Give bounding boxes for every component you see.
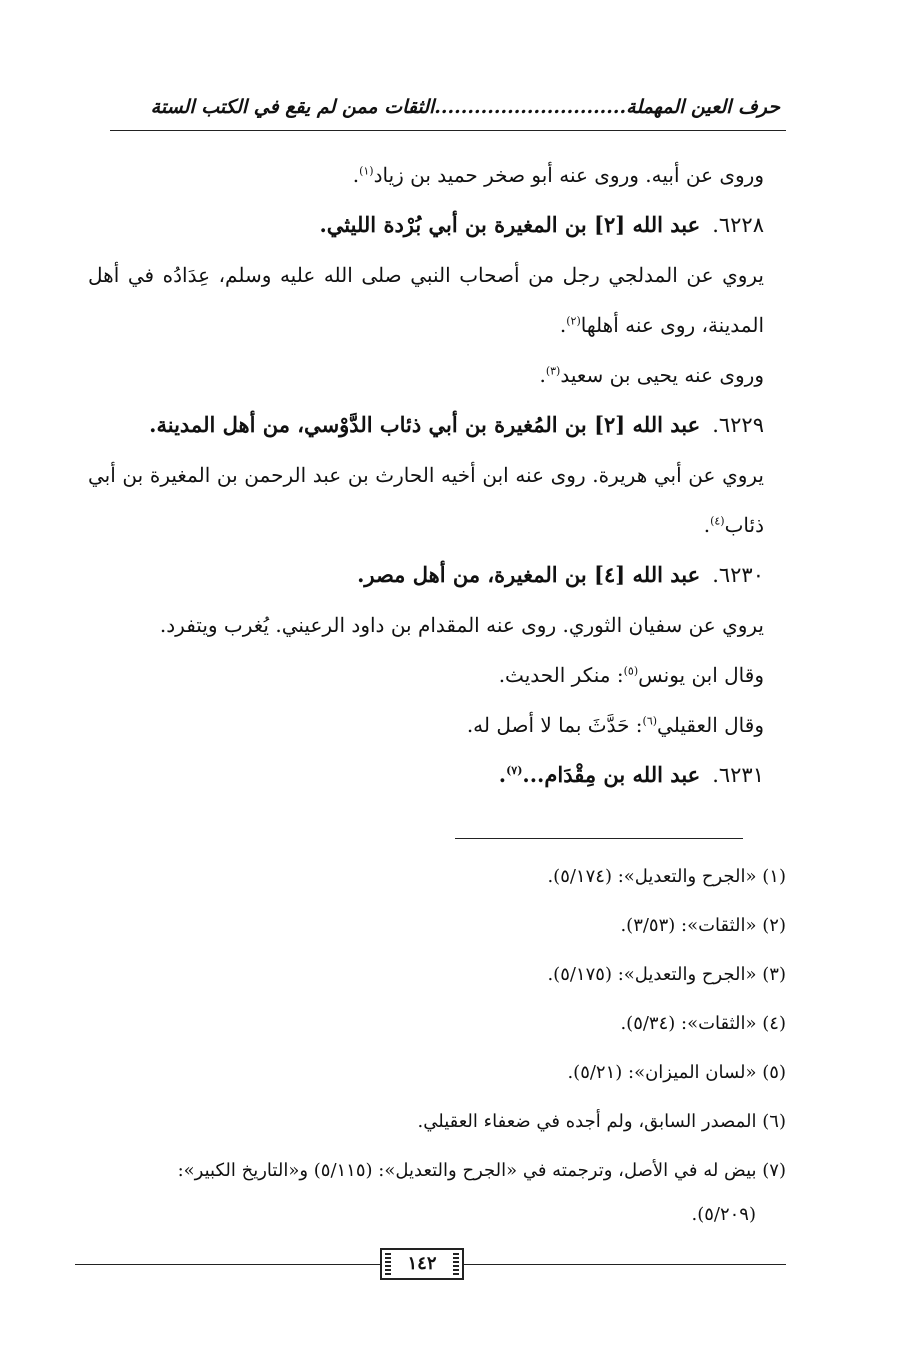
paragraph (88, 700, 786, 750)
footnote: (٣) «الجرح والتعديل»: (٥/١٧٥). (547, 964, 786, 985)
footnote (88, 1146, 786, 1235)
paragraph (88, 650, 786, 700)
paragraph-text: وروى عن أبيه. وروى عنه أبو صخر حميد بن زياد (373, 163, 764, 187)
entry-title: عبد الله [٢] بن المُغيرة بن أبي ذئاب الدَّوْسي، من أهل المدينة. (149, 412, 701, 437)
entry-number: ٦٢٣١. (712, 763, 764, 787)
paragraph-text: يروي عن المدلجي رجل من أصحاب النبي صلى الله عليه وسلم، عِدَادُه في أهل المدينة، روى عنه أهلها (88, 263, 764, 337)
paragraph-text: : حَدَّثَ بما لا أصل له. (466, 713, 643, 737)
footnote-ref: (١) (359, 164, 374, 178)
footnote: (٥) «لسان الميزان»: (٥/٢١). (567, 1062, 786, 1083)
paragraph: وروى عنه يحيى بن سعيد$^{(٣)}$. (539, 363, 764, 387)
entry-heading (88, 400, 786, 450)
footnote: (١) «الجرح والتعديل»: (٥/١٧٤). (547, 866, 786, 887)
entry-number: ٦٢٣٠. (712, 563, 764, 587)
entry-number: ٦٢٢٨. (712, 213, 764, 237)
entry-number: ٦٢٢٩. (712, 413, 764, 437)
footnote-ref: (٥) (623, 664, 639, 678)
main-text (88, 150, 786, 800)
paragraph: يروي عن أبي هريرة. روى عنه ابن أخيه الحارث بن عبد الرحمن بن المغيرة بن أبي ذئاب$^{(٤)}$. (88, 463, 764, 537)
paragraph: وروى عن أبيه. وروى عنه أبو صخر حميد بن زياد$^{(١)}$. (352, 163, 764, 187)
footnote: (٤) «الثقات»: (٥/٣٤). (620, 1013, 786, 1034)
paragraph: يروي عن المدلجي رجل من أصحاب النبي صلى الله عليه وسلم، عِدَادُه في أهل المدينة، روى عنه أهلها$^{(٢)}$. (88, 263, 764, 337)
entry-heading (88, 200, 786, 250)
footnote-ref: (٤) (710, 514, 725, 528)
footnote-ref: (٣) (545, 364, 561, 378)
entry-title: عبد الله [٤] بن المغيرة، من أهل مصر. (357, 562, 701, 587)
page-number: ١٤٢ (380, 1248, 464, 1280)
footnote-ref: (٦) (642, 714, 658, 728)
header-rule (110, 130, 786, 131)
footnote: (٢) «الثقات»: (٣/٥٣). (620, 915, 786, 936)
footnote-continuation: (٥/٢٠٩). (691, 1204, 756, 1225)
entry-heading: ٦٢٣١.عبد الله بن مِقْدَام...$^{(٧)}$. (498, 762, 764, 787)
footer-rule-left (75, 1264, 380, 1265)
paragraph (88, 600, 786, 650)
footnotes (88, 852, 786, 1235)
paragraph-text: يروي عن سفيان الثوري. روى عنه المقدام بن داود الرعيني. يُغرب ويتفرد. (159, 613, 764, 637)
entry-title: عبد الله بن مِقْدَام... (522, 762, 701, 787)
entry-title: عبد الله [٢] بن المغيرة بن أبي بُرْدة الليثي. (319, 212, 701, 237)
paragraph-text: وقال العقيلي (657, 713, 764, 737)
footnote-separator (455, 838, 743, 839)
paragraph-text: وقال ابن يونس (638, 663, 764, 687)
footnote-text: (٧) بيض له في الأصل، وترجمته في «الجرح والتعديل»: (٥/١١٥) و«التاريخ الكبير»: (177, 1160, 786, 1181)
paragraph-text: : منكر الحديث. (498, 663, 624, 687)
footer-rule-right (464, 1264, 786, 1265)
running-head: حرف العين المهملة.............................الثقات ممن لم يقع في الكتب الستة (150, 96, 780, 118)
paragraph-text: وروى عنه يحيى بن سعيد (560, 363, 764, 387)
paragraph-text: يروي عن أبي هريرة. روى عنه ابن أخيه الحارث بن عبد الرحمن بن المغيرة بن أبي ذئاب (88, 463, 764, 537)
footnote: (٦) المصدر السابق، ولم أجده في ضعفاء العقيلي. (417, 1111, 786, 1132)
footnote-ref: (٢) (566, 314, 581, 328)
entry-heading (88, 550, 786, 600)
footnote-ref: (٧) (506, 764, 523, 777)
